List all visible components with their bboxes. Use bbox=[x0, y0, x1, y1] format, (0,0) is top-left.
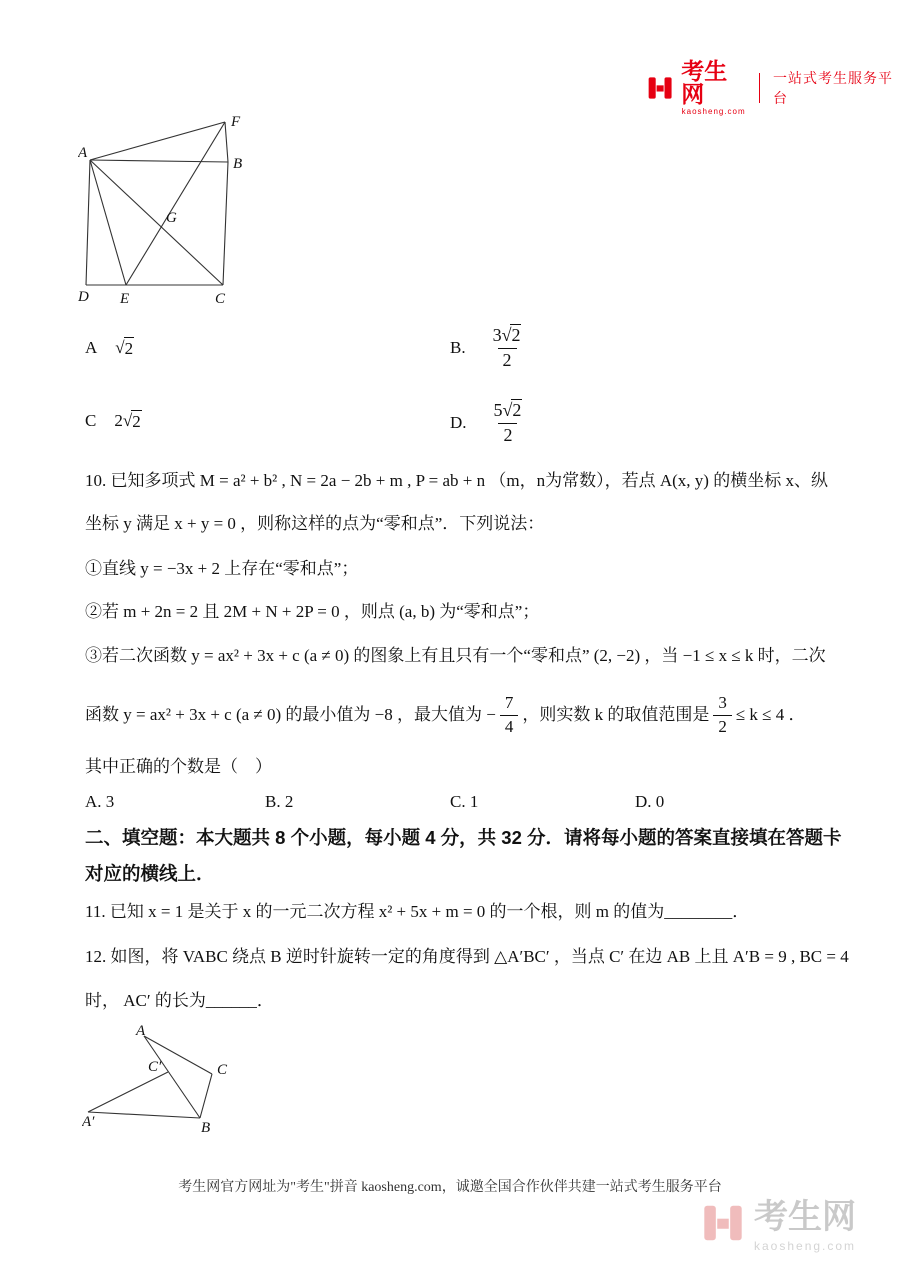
footer-text: 考生网官方网址为"考生"拼音 kaosheng.com，诚邀全国合作伙伴共建一站式考生服务平台 bbox=[178, 1180, 722, 1195]
watermark-text bbox=[754, 1200, 856, 1252]
coefficient: 2 bbox=[114, 411, 123, 431]
watermark-logo bbox=[700, 1200, 856, 1252]
section2-heading-line2: 对应的横线上． bbox=[85, 863, 215, 884]
fraction-numerator: 7 bbox=[504, 692, 514, 712]
q10-line1: 10. 已知多项式 M = a² + b² , N = 2a − 2b + m , P = ab + n （m，n为常数），若点 A(x, y) 的横坐标 x、纵 bbox=[85, 471, 828, 490]
fig2-label-a-prime: A′ bbox=[82, 1114, 95, 1130]
option-d-q9 bbox=[450, 393, 531, 453]
option-b-q9 bbox=[450, 318, 530, 378]
section2-heading-line1: 二、填空题：本大题共 8 个小题，每小题 4 分，共 32 分．请将每小题的答案直接填在答题卡 bbox=[85, 827, 842, 848]
watermark-name: 考生网 bbox=[754, 1198, 856, 1236]
fraction bbox=[500, 694, 519, 736]
logo-tagline: 一站式考生服务平台 bbox=[773, 70, 894, 106]
fig1-label-d: D bbox=[78, 289, 89, 305]
fig1-label-a: A bbox=[78, 145, 88, 161]
logo-text bbox=[681, 60, 746, 116]
geometry-figure-square bbox=[78, 110, 253, 308]
sqrt-symbol: √ bbox=[115, 338, 125, 358]
geometry-figure-rotation bbox=[82, 1024, 242, 1142]
q10-item1: ①直线 y = −3x + 2 上存在“零和点”； bbox=[85, 559, 359, 578]
fig1-label-f: F bbox=[231, 114, 241, 130]
sqrt-radicand: 2 bbox=[511, 324, 521, 345]
fig1-label-g: G bbox=[166, 210, 177, 226]
fraction bbox=[488, 326, 527, 371]
option-a-q9 bbox=[85, 335, 134, 361]
logo-separator bbox=[759, 73, 760, 103]
fig1-label-c: C bbox=[215, 291, 226, 307]
q11-text: 11. 已知 x = 1 是关于 x 的一元二次方程 x² + 5x + m = 0 的一个根，则 m 的值为________． bbox=[85, 902, 750, 921]
sqrt-radicand: 2 bbox=[132, 411, 141, 431]
sqrt-symbol: √ bbox=[122, 411, 133, 431]
watermark-domain: kaosheng.com bbox=[754, 1239, 857, 1253]
fig2-label-a: A bbox=[136, 1024, 146, 1039]
watermark-icon bbox=[700, 1200, 746, 1246]
q10-option-d: D. 0 bbox=[635, 792, 665, 811]
q10-item3b-seg1: 函数 y = ax² + 3x + c (a ≠ 0) 的最小值为 −8 ，最大值为 − bbox=[85, 705, 496, 725]
q10-item2: ②若 m + 2n = 2 且 2M + N + 2P = 0 ，则点 (a, b) 为“零和点”； bbox=[85, 602, 540, 621]
option-b-label: B. bbox=[450, 338, 466, 358]
fig2-label-c-prime: C′ bbox=[148, 1059, 162, 1075]
q12-line2: 时， AC′ 的长为______． bbox=[85, 991, 274, 1010]
fraction bbox=[489, 401, 528, 446]
option-d-label: D. bbox=[450, 413, 467, 433]
logo-icon bbox=[646, 73, 674, 103]
fraction-numerator: 3√2 bbox=[492, 324, 521, 345]
fraction-denominator: 2 bbox=[713, 715, 732, 737]
option-c-label: C bbox=[85, 411, 97, 431]
logo-name: 考生网 bbox=[681, 58, 728, 107]
q10-option-c: C. 1 bbox=[450, 792, 479, 811]
fraction-denominator: 2 bbox=[498, 348, 517, 371]
q10-question: 其中正确的个数是（ ） bbox=[85, 757, 272, 776]
q10-option-a: A. 3 bbox=[85, 792, 115, 811]
fraction-numerator: 5√2 bbox=[493, 399, 522, 420]
logo-domain: kaosheng.com bbox=[681, 107, 746, 116]
option-c-q9 bbox=[85, 408, 142, 434]
fraction-numerator: 3 bbox=[718, 692, 727, 712]
sqrt-radicand: 2 bbox=[124, 338, 134, 358]
fraction-denominator: 4 bbox=[500, 715, 519, 737]
fraction bbox=[713, 694, 732, 736]
sqrt-radicand: 2 bbox=[512, 399, 522, 420]
q10-item3b-seg2: ，则实数 k 的取值范围是 bbox=[522, 705, 710, 725]
site-logo bbox=[646, 60, 900, 116]
q10-item3-line1: ③若二次函数 y = ax² + 3x + c (a ≠ 0) 的图象上有且只有一个“零和点” (2, −2) ，当 −1 ≤ x ≤ k 时，二次 bbox=[85, 646, 826, 665]
fig2-label-c: C bbox=[217, 1062, 228, 1078]
sqrt-symbol: √ bbox=[502, 399, 513, 420]
fig1-label-e: E bbox=[120, 291, 130, 307]
q12-line1: 12. 如图，将 VABC 绕点 B 逆时针旋转一定的角度得到 △A′BC′ ，当点 C′ 在边 AB 上且 A′B = 9 , BC = 4 bbox=[85, 947, 849, 966]
q10-item3-line2 bbox=[85, 686, 806, 744]
option-a-label: A bbox=[85, 338, 98, 358]
sqrt-symbol: √ bbox=[501, 324, 512, 345]
q10-option-b: B. 2 bbox=[265, 792, 294, 811]
fig1-label-b: B bbox=[233, 156, 243, 172]
fig2-label-b: B bbox=[201, 1120, 211, 1136]
q10-line2: 坐标 y 满足 x + y = 0 ，则称这样的点为“零和点”．下列说法： bbox=[85, 514, 545, 533]
fraction-denominator: 2 bbox=[498, 423, 517, 446]
q10-item3b-seg3: ≤ k ≤ 4 ． bbox=[735, 705, 806, 725]
